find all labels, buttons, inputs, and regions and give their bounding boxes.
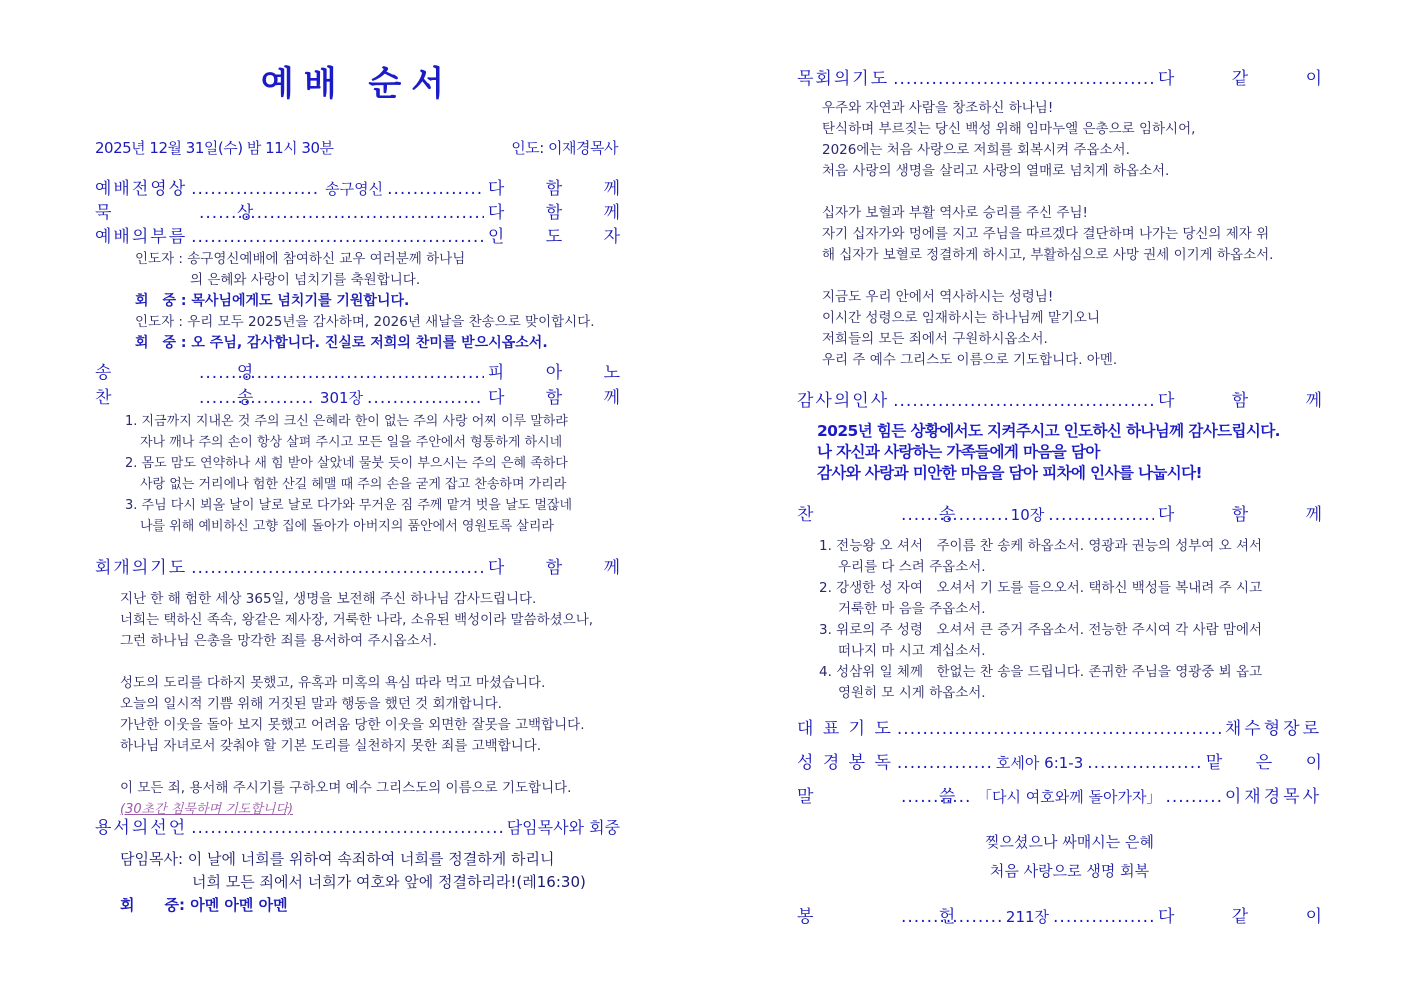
order-item-pastoral-prayer: 목회의기도 ..... 다 같 이 (797, 64, 1322, 88)
order-item-meditation: 묵 상 ..... 다 함 께 (95, 198, 620, 222)
pastoral-prayer-text: 우주와 자연과 사람을 창조하신 하나님! 탄식하며 부르짖는 당신 백성 위해 임마누엘 은총으로 임하시어, 2026에는 처음 사랑으로 저희를 회복시켜 주옵소서. 처음 사랑의 생명을 살리고 사랑의 열매로 넘치게 하옵소서. 십자가 보혈과 부활 역사로 승리를 주신 주님! 자기 십자가와 멍에를 지고 주님을 따르겠다 결단하며 나가는 당신의 제자 위 해 십자가 보혈로 정결하게 하시고, 부활하심으로 사망 권세 이기게 하옵소서. 지금도 우리 안에서 역사하시는 성령님! 이시간 성령으로 임재하시는 하나님께 맡기오니 저희들의 모든 죄에서 구원하시옵소서. 우리 주 예수 그리스도 이름으로 기도합니다. 아멘. (822, 100, 1274, 368)
silence-note: (30초간 침묵하며 기도합니다) (120, 802, 294, 817)
order-item-absolution: 용서의선언 ..... 담임목사와 회중 (95, 813, 620, 837)
order-item-sermon: 말 씀 ..... 「다시 여호와께 돌아가자」 ..... 이재경목사 (797, 782, 1322, 806)
order-item-scripture: 성 경 봉 독 ..... 호세아 6:1-3 ..... 맡 은 이 (797, 748, 1322, 772)
order-item-hymn: 찬 송 ..... 301장 ..... 다 함 께 (95, 383, 620, 407)
greeting-text: 2025년 힘든 상황에서도 지켜주시고 인도하신 하나님께 감사드립시다. 나 자신과 사랑하는 가족들에게 마음을 담아 감사와 사랑과 미안한 마음을 담아 피차에 인사를 나눕시다! (817, 422, 1280, 482)
service-date: 2025년 12월 31일(수) 밤 11시 30분 (95, 139, 334, 157)
hymn-2-lyrics: 1. 전능왕 오 셔서 주이름 찬 송케 하옵소서. 영광과 권능의 성부여 오 셔서 우리를 다 스려 주옵소서. 2. 강생한 성 자여 오셔서 기 도를 들으오서. 택하신 백성들 복내려 주 시고 거룩한 마 음을 주옵소서. 3. 위로의 주 성령 오셔서 큰 증거 주옵소서. 전능한 주시여 각 사람 맘에서 떠나지 마 시고 계십소서. 4. 성삼위 일 체께 한없는 찬 송을 드립니다. 존귀한 주님을 영광중 뵈 옵고 영원히 모 시게 하옵소서. (819, 538, 1263, 701)
order-item-call: 예배의부름 ..... 인 도 자 (95, 222, 620, 246)
order-item-offering: 봉 헌 ..... 211장 ..... 다 같 이 (797, 902, 1322, 926)
absolution-text: 담임목사: 이 날에 너희를 위하여 속죄하여 너희를 정결하게 하리니 너희 모든 죄에서 너희가 여호와 앞에 정결하리라!(레16:30) 회 중: 아멘 아멘 아멘 (120, 850, 586, 914)
sermon-subtitle: 찢으셨으나 싸매시는 은혜 처음 사랑으로 생명 회복 (985, 833, 1154, 880)
call-to-worship-text: 인도자 : 송구영신예배에 참여하신 교우 여러분께 하나님 의 은혜와 사랑이 넘치기를 축원합니다. 회 중 : 목사님에게도 넘치기를 기원합니다. 인도자 : 우리 모두 2025년을 감사하며, 2026년 새날을 찬송으로 맞이합시다. 회 중 : 오 주님, 감사합니다. 진실로 저희의 찬미를 받으시옵소서. (135, 251, 595, 351)
service-leader: 인도: 이재경목사 (511, 139, 618, 157)
hymn-lyrics: 1. 지금까지 지내온 것 주의 크신 은혜라 한이 없는 주의 사랑 어찌 이루 말하랴 자나 깨나 주의 손이 항상 살펴 주시고 모든 일을 주안에서 형통하게 하시네 2. 몸도 맘도 연약하나 새 힘 받아 살았네 물붓 듯이 부으시는 주의 은혜 족하다 사랑 없는 거리에나 험한 산길 헤맬 때 주의 손을 굳게 잡고 찬송하며 가리라 3. 주님 다시 뵈올 날이 날로 날로 다가와 무거운 짐 주께 맡겨 벗을 날도 멀잖네 나를 위해 예비하신 고향 집에 돌아가 아버지의 품안에서 영원토록 살리라 (125, 414, 572, 534)
order-item-repentance: 회개의기도 ..... 다 함 께 (95, 553, 620, 577)
order-item-doxology: 송 영 ..... 피 아 노 (95, 358, 620, 382)
order-item-greeting: 감사의인사 ..... 다 함 께 (797, 386, 1322, 410)
order-item-video: 예배전영상 ..... 송구영신 ..... 다 함 께 (95, 174, 620, 198)
order-item-rep-prayer: 대 표 기 도 ..... 채수형장로 (797, 714, 1322, 738)
repentance-prayer-text: 지난 한 해 험한 세상 365일, 생명을 보전해 주신 하나님 감사드립니다. 너희는 택하신 족속, 왕같은 제사장, 거룩한 나라, 소유된 백성이라 말씀하셨으나, 그런 하나님 은총을 망각한 죄를 용서하여 주시옵소서. 성도의 도리를 다하지 못했고, 유혹과 미혹의 욕심 따라 먹고 마셨습니다. 오늘의 일시적 기쁨 위해 거짓된 말과 행동을 했던 것 회개합니다. 가난한 이웃을 돌아 보지 못했고 어려움 당한 이웃을 외면한 잘못을 고백합니다. 하나님 자녀로서 갖춰야 할 기본 도리를 실천하지 못한 죄를 고백합니다. 이 모든 죄, 용서해 주시기를 구하오며 예수 그리스도의 이름으로 기도합니다. (30초간 침묵하며 기도합니다) (120, 589, 593, 820)
order-item-hymn-2: 찬 송 ..... 10장 ..... 다 함 께 (797, 500, 1322, 524)
page-title: 예배 순서 (260, 64, 455, 104)
